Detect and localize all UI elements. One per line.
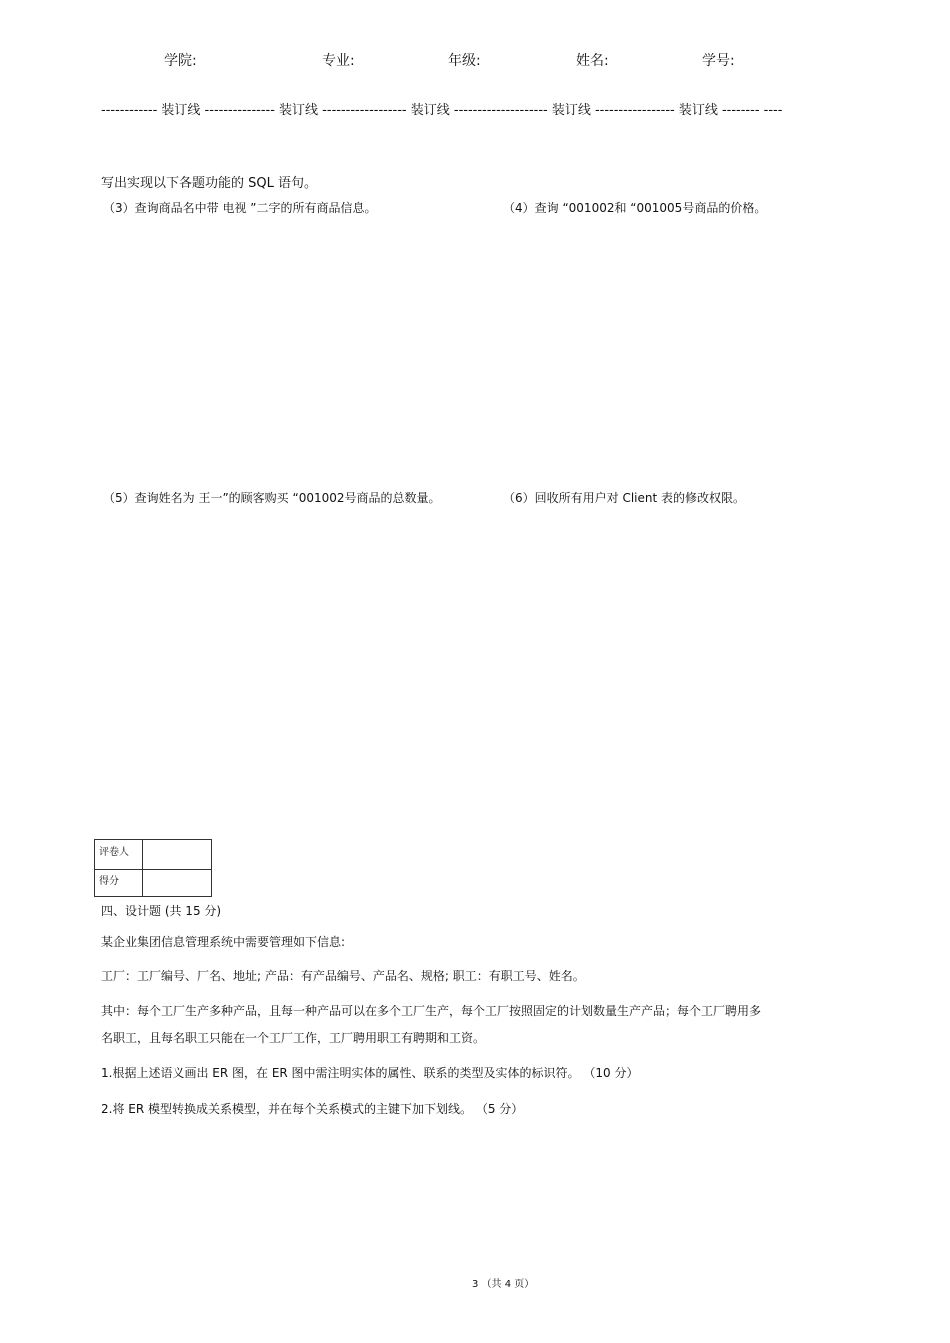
reviewer-label: 评卷人 (99, 847, 129, 858)
design-task-2: 2.将 ER 模型转换成关系模型，并在每个关系模式的主键下加下划线。 （5 分） (101, 1102, 524, 1116)
design-intro: 某企业集团信息管理系统中需要管理如下信息: (101, 935, 346, 949)
design-description-line1: 其中：每个工厂生产多种产品，且每一种产品可以在多个工厂生产，每个工厂按照固定的计划数量生产产品；每个工厂聘用多 (101, 1004, 762, 1018)
name-label: 姓名: (576, 53, 609, 69)
sql-section-intro: 写出实现以下各题功能的 SQL 语句。 (101, 176, 317, 191)
major-label: 专业: (322, 53, 355, 69)
grader-divider (142, 840, 143, 896)
college-label: 学院: (164, 53, 197, 69)
design-task-1: 1.根据上述语义画出 ER 图，在 ER 图中需注明实体的属性、联系的类型及实体的标识符。 （10 分） (101, 1066, 639, 1080)
design-section-title: 四、设计题 (共 15 分) (101, 904, 222, 918)
page-number: 3 （共 4 页） (472, 1279, 535, 1290)
grade-label: 年级: (448, 53, 481, 69)
score-label: 得分 (99, 876, 119, 887)
question-6: （6）回收所有用户对 Client 表的修改权限。 (503, 491, 746, 505)
score-row (95, 869, 211, 897)
design-entities: 工厂：工厂编号、厂名、地址; 产品：有产品编号、产品名、规格; 职工：有职工号、姓名。 (101, 969, 585, 983)
student-id-label: 学号: (702, 53, 735, 69)
grader-table (94, 839, 212, 897)
question-4: （4）查询 “001002和 “001005号商品的价格。 (503, 201, 767, 215)
question-3: （3）查询商品名中带 电视 ”二字的所有商品信息。 (103, 201, 377, 215)
question-5: （5）查询姓名为 王一”的顾客购买 “001002号商品的总数量。 (103, 491, 441, 505)
reviewer-row (95, 840, 211, 870)
design-description-line2: 名职工，且每名职工只能在一个工厂工作，工厂聘用职工有聘期和工资。 (101, 1031, 486, 1045)
binding-line: ------------ 装订线 --------------- 装订线 ------------------ 装订线 -------------------- 装订线 ----------------- 装订线 -------- ---- (101, 103, 783, 118)
